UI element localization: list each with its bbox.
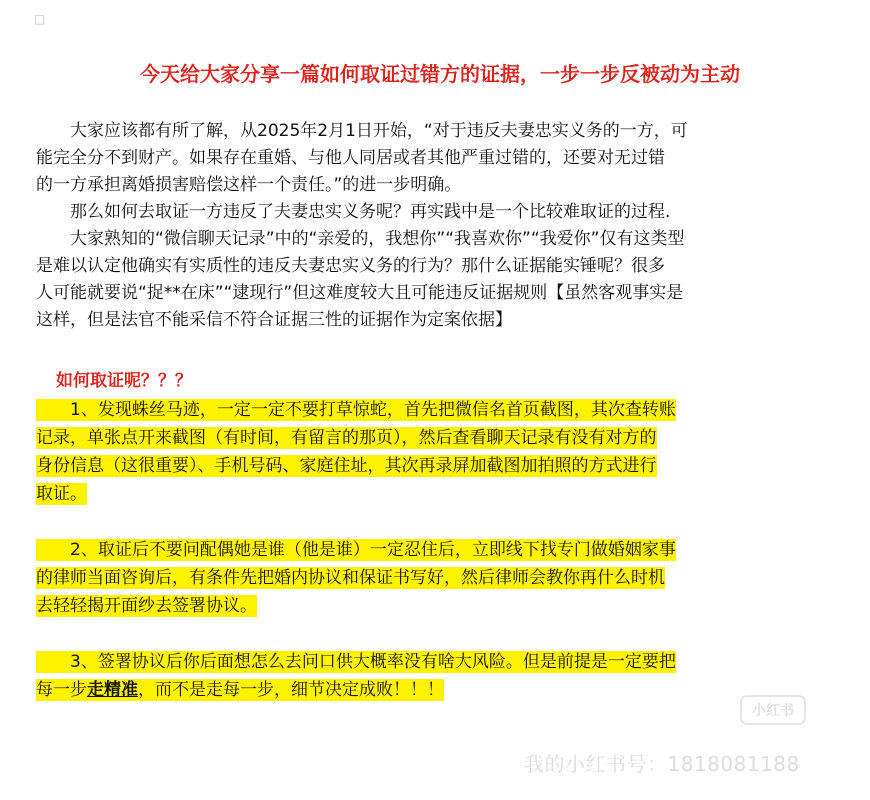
step-line <box>36 676 676 704</box>
intro-line: 这样，但是法官不能采信不符合证据三性的证据作为定案依据】 <box>36 310 512 330</box>
step-2 <box>36 536 676 620</box>
step-text: ，而不是走每一步，细节决定成败！！！ <box>138 680 444 700</box>
intro-line: 大家应该都有所了解，从2025年2月1日开始，“对于违反夫妻忠实义务的一方，可 <box>70 121 688 141</box>
intro-line: 的一方承担离婚损害赔偿这样一个责任。”的进一步明确。 <box>36 175 462 195</box>
step-line: 的律师当面咨询后，有条件先把婚内协议和保证书写好，然后律师会教你再什么时机 <box>36 568 665 588</box>
intro-line: 能完全分不到财产。如果存在重婚、与他人同居或者其他严重过错的，还要对无过错 <box>36 148 665 168</box>
intro-line: 那么如何去取证一方违反了夫妻忠实义务呢？再实践中是一个比较难取证的过程. <box>70 202 671 222</box>
step-line: 3、签署协议后你后面想怎么去问口供大概率没有啥大风险。但是前提是一定要把 <box>36 648 676 676</box>
corner-mark: □ <box>34 12 46 26</box>
xiaohongshu-logo-watermark: 小红书 <box>740 695 806 725</box>
intro-line: 是难以认定他确实有实质性的违反夫妻忠实义务的行为？那什么证据能实锤呢？很多 <box>36 256 665 276</box>
step-line: 2、取证后不要问配偶她是谁（他是谁）一定忍住后，立即线下找专门做婚姻家事 <box>36 536 676 564</box>
step-line: 记录，单张点开来截图（有时间，有留言的那页），然后查看聊天记录有没有对方的 <box>36 428 657 448</box>
intro-paragraph <box>36 118 846 334</box>
step-text: 每一步 <box>36 680 87 700</box>
page-title: 今天给大家分享一篇如何取证过错方的证据，一步一步反被动为主动 <box>140 62 740 86</box>
step-line: 1、发现蛛丝马迹，一定一定不要打草惊蛇，首先把微信名首页截图，其次查转账 <box>36 396 676 424</box>
step-1 <box>36 396 676 508</box>
account-watermark: 我的小红书号：1818081188 <box>524 752 800 776</box>
step-3 <box>36 648 676 704</box>
section-subtitle: 如何取证呢？？？ <box>56 371 192 391</box>
step-line: 取证。 <box>36 484 87 504</box>
step-line: 身份信息（这很重要）、手机号码、家庭住址，其次再录屏加截图加拍照的方式进行 <box>36 456 657 476</box>
intro-line: 大家熟知的“微信聊天记录”中的“亲爱的，我想你”“我喜欢你”“我爱你”仅有这类型 <box>70 229 685 249</box>
step-line: 去轻轻揭开面纱去签署协议。 <box>36 596 257 616</box>
emphasis-text: 走精准 <box>87 680 138 700</box>
intro-line: 人可能就要说“捉**在床”“逮现行”但这难度较大且可能违反证据规则【虽然客观事实是 <box>36 283 684 303</box>
